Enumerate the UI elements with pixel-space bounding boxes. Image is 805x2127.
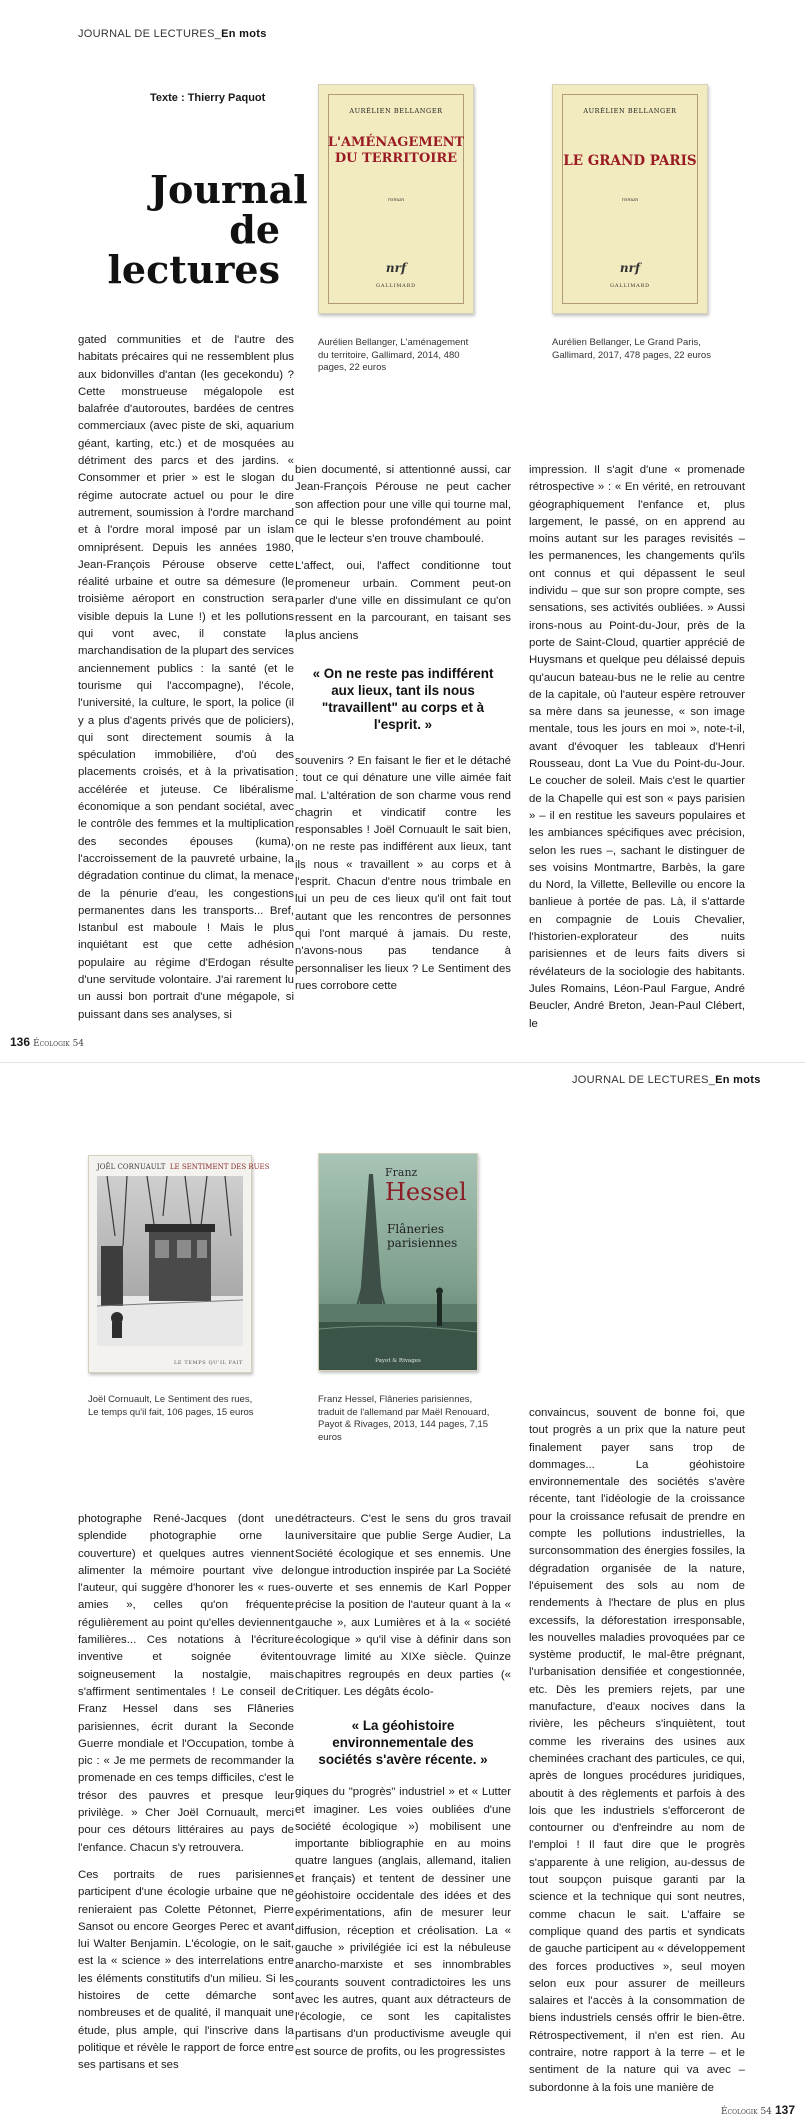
paragraph: convaincus, souvent de bonne foi, que tout progrès a un prix que la nature peut finalement payer sans trop de dommages... La géohistoire environnementale des sociétés s'avère récente, tant l'idéologie de la croissance pour la croissance refusait de prendre en compte les pollutions industrielles, la surconsommation des énergies fossiles, la dégradation organisée de la nature, l'épuisement des sols au nom de rendements à l'hectare de plus en plus excessifs, la déforestation irresponsable, les nouvelles maladies provoquées par ce système productif, le mal-être prégnant, l'urbanisation densifiée et congestionnée, etc. Dès les premiers rejets, par une manufacture, d'eaux nocives dans la rivière, les pêcheurs s'inquiètent, tout comme les riverains des usines aux cheminées crachant des particules, ce qui, après de longues procédures juridiques, aboutit à des règlements et parfois à des lois que les industriels s'efforceront de contourner ou d'enfreindre au nom de l'emploi ! Il faut dire que le progrès s'apparente à une religion, au-dessus de tout soupçon puisque garanti par la science et la technique qui sont neutres, comme chacun le sait. L'affaire se complique quand des partis et syndicats de gauche participent au « développement des forces productives », seul moyen selon eux pour assurer de meilleurs salaires et l'accès à la consommation de biens industriels censés offrir le bien-être. Rétrospectivement, il n'en est rien. Au contraire, notre rapport à la terre – et le sentiment de la nature qui va avec – subordonne à la fois une manière de bbox=[529, 1407, 745, 2094]
paragraph: impression. Il s'agit d'une « promenade rétrospective » : « En vérité, en retrouvant géographiquement l'enfance et, plus largement, le passé, on en apprend au moins autant sur les parages revisités – les permanences, les changements qu'ils ont connus et qui dépassent le seul individu – que sur son propre compte, ses sensations, ses activités oubliées. » Aussi irons-nous au Point-du-Jour, près de la porte de Saint-Cloud, quartier apprécié de Huysmans et quelque peu délaissé depuis qu'aucun bateau-bus ne le relie au centre de la capitale, où l'auteur espère retrouver sa mère dans sa jeunesse, « son image mentale, tous les jours en moi », note-t-il, avant d'évoquer les tableaux d'Henri Rousseau, dont La Vue du Point-du-Jour. Le coucher de soleil. Mais c'est le quartier de la Chapelle qui est son « pays parisien » – il en restitue les saveurs populaires et les ambiances spécifiques avec précision, selon les rues –, sachant le distinguer de ses voisins Montmartre, Barbès, la gare du Nord, la Villette, Belleville ou encore la banlieue à portée de pas. Là, il s'attarde en compagnie de Louis Chevalier, l'historien-explorateur des nuits parisiennes et de leurs faits divers si révélateurs de la sociologie des habitants. Jules Romains, Léon-Paul Fargue, André Beucler, André Breton, Jean-Paul Clébert, le bbox=[529, 464, 745, 1030]
section-header-label: JOURNAL DE LECTURES_ bbox=[572, 1074, 716, 1086]
text-column-2 bbox=[295, 462, 511, 1022]
book-cover-sentiment-des-rues bbox=[88, 1155, 270, 1373]
text-column-1 bbox=[78, 1511, 294, 2085]
page-136 bbox=[0, 0, 805, 1062]
cover-author-last: Hessel bbox=[385, 1178, 467, 1206]
section-header-sub: En mots bbox=[715, 1074, 761, 1086]
cover-title: L'AMÉNAGEMENT DU TERRITOIRE bbox=[327, 135, 465, 166]
cover-publisher: GALLIMARD bbox=[376, 283, 416, 289]
section-header-label: JOURNAL DE LECTURES_ bbox=[78, 28, 222, 40]
text-column-1 bbox=[78, 332, 294, 1022]
text-column-3 bbox=[529, 462, 745, 1030]
paragraph: détracteurs. C'est le sens du gros travail universitaire que publie Serge Audier, La Société écologique et ses ennemis. Une longue introduction inspirée par La Société ouverte et ses ennemis de Karl Popper précise la position de l'auteur quant à la « gauche », aux Lumières et à la « société écologique » qu'il vise à définir dans son ouvrage limité au XIXe siècle. Quinze chapitres regroupés en deux parties (« Critiquer. Les dégâts écolo- bbox=[295, 1513, 511, 1698]
folio bbox=[721, 2103, 795, 2117]
paragraph: Ces portraits de rues parisiennes participent d'une écologie urbaine que ne renieraient pas Colette Pétonnet, Pierre Sansot ou encore Georges Perec et avant lui Walter Benjamin. L'écologie, on le sait, est la « science » des interrelations entre les éléments constitutifs d'un milieu. Si les histoires de cette démarche sont nombreuses et de qualité, il manquait une étude, plus ample, qui l'inscrive dans la politique et révèle le rapport de force entre ses partisans et ses bbox=[78, 1868, 294, 2072]
cover-title: Flâneries parisiennes bbox=[387, 1222, 458, 1250]
book-caption-grand-paris: Aurélien Bellanger, Le Grand Paris, Gallimard, 2017, 478 pages, 22 euros bbox=[552, 337, 711, 361]
book-cover-amenagement bbox=[318, 84, 474, 314]
page-number: 136 bbox=[10, 1035, 31, 1049]
nrf-logo: nrf bbox=[385, 261, 407, 275]
cover-publisher: LE TEMPS QU'IL FAIT bbox=[174, 1360, 243, 1366]
cover-genre: roman bbox=[621, 197, 639, 203]
article-title bbox=[107, 167, 308, 292]
journal-name: Écologik 54 bbox=[720, 2107, 772, 2117]
page-number: 137 bbox=[774, 2103, 795, 2117]
book-caption-sentiment-des-rues: Joël Cornuault, Le Sentiment des rues, Le temps qu'il fait, 106 pages, 15 euros bbox=[88, 1394, 254, 1418]
book-caption-flaneries-parisiennes: Franz Hessel, Flâneries parisiennes, traduit de l'allemand par Maël Renouard, Payot & Rivages, 2013, 144 pages, 7,15 euros bbox=[318, 1394, 490, 1443]
cover-publisher: GALLIMARD bbox=[610, 283, 650, 289]
cover-street-photo bbox=[97, 1176, 243, 1346]
text-column-3 bbox=[529, 1405, 745, 2094]
article-title-line-2: de lectures bbox=[107, 207, 280, 292]
section-header-sub: En mots bbox=[221, 28, 267, 40]
author-credit: Texte : Thierry Paquot bbox=[150, 92, 266, 104]
journal-name: Écologik 54 bbox=[33, 1039, 85, 1049]
cover-title: LE GRAND PARIS bbox=[563, 153, 697, 169]
paragraph: bien documenté, si attentionné aussi, car Jean-François Pérouse ne peut cacher son affection pour une ville qui tourne mal, ce qui le blesse profondément au point que le lecteur s'en trouve chamboulé. bbox=[295, 464, 511, 546]
text-column-2 bbox=[295, 1511, 511, 2085]
cover-author: AURÉLIEN BELLANGER bbox=[583, 107, 677, 115]
book-cover-grand-paris bbox=[552, 84, 708, 314]
nrf-logo: nrf bbox=[619, 261, 641, 275]
cover-header bbox=[97, 1163, 270, 1171]
cover-title: LE SENTIMENT DES RUES bbox=[169, 1163, 270, 1171]
paragraph: souvenirs ? En faisant le fier et le détaché : tout ce qui dénature une ville aimée fait mal. L'altération de son charme vous rend chagrin et vindicatif contre les responsables ! Joël Cornuault le sait bien, on ne reste pas indifférent aux lieux, tant ils nous « travaillent » au corps et à l'esprit. Chacun d'entre nous trimbale en lui un peu de ces lieux qu'il ont fait tout autant que les rencontres de personnes qui l'ont marqué à jamais. Du reste, n'avons-nous pas tendance à personnaliser les lieux ? Le Sentiment des rues corrobore cette bbox=[295, 754, 511, 992]
paragraph: L'affect, oui, l'affect conditionne tout promeneur urbain. Comment peut-on parler d'une ville en dissimulant ce qu'on ressent en la parcourant, en taisant ses plus anciens bbox=[295, 560, 511, 642]
section-header bbox=[78, 28, 267, 40]
section-header bbox=[572, 1074, 761, 1086]
page-137 bbox=[0, 1062, 805, 2127]
paragraph: giques du "progrès" industriel » et « Lutter et imaginer. Les voies oubliées d'une société écologique ») mobilisent une importante bibliographie en au moins quatre langues (anglais, allemand, italien et français) et tentent de dessiner une géohistoire occidentale des idées et des expérimentations, afin de mesurer leur diffusion, réception et créolisation. La « gauche » privilégiée ici est la nébuleuse anarcho-marxiste et ses innombrables courants souvent contradictoires les uns avec les autres, quant aux détracteurs de l'écologie, ce sont les capitalistes partisans d'un productivisme aveugle qui est source de profits, ou les progressistes bbox=[295, 1786, 511, 2058]
article-title-line-1: Journal bbox=[150, 167, 308, 212]
folio bbox=[10, 1035, 84, 1049]
paragraph: photographe René-Jacques (dont une splendide photographie orne la couverture) et quelques autres viennent alimenter la mémoire pourtant vive de l'auteur, qui suggère d'honorer les « rues-amies », celles qu'on fréquente régulièrement au point qu'elles deviennent familières... Ces notations à l'écriture inventive et soignée évitent soigneusement la nostalgie, mais s'affirment sentimentales ! Le conseil de Franz Hessel dans ses Flâneries parisiennes, écrit durant la Seconde Guerre mondiale et l'Occupation, tombe à pic : « Je me permets de recommander la promenade en ces temps difficiles, c'est le trésor des pauvres et presque leur privilège. » Cher Joël Cornuault, merci pour ces détours littéraires au pays de l'enfance. Chacun s'y retrouvera. bbox=[78, 1513, 294, 1854]
cover-author-first: Franz bbox=[385, 1166, 418, 1179]
cover-author: AURÉLIEN BELLANGER bbox=[349, 107, 443, 115]
pull-quote: « On ne reste pas indifférent aux lieux, tant ils nous "travaillent" au corps et à l'esprit. » bbox=[312, 665, 494, 732]
book-cover-flaneries-parisiennes bbox=[318, 1153, 478, 1371]
book-caption-amenagement: Aurélien Bellanger, L'aménagement du territoire, Gallimard, 2014, 480 pages, 22 euros bbox=[318, 337, 469, 373]
cover-author: JOËL CORNUAULT bbox=[97, 1163, 166, 1171]
pull-quote: « La géohistoire environnementale des sociétés s'avère récente. » bbox=[318, 1718, 488, 1768]
cover-publisher: Payot & Rivages bbox=[375, 1358, 421, 1364]
cover-genre: roman bbox=[387, 197, 405, 203]
paragraph: gated communities et de l'autre des habitats précaires qui ne ressemblent plus aux bidonvilles d'antan (les gecekondu) ? Cette monstrueuse mégalopole est balafrée d'autoroutes, bardées de centres commerciaux (avec piste de ski, aquarium géant, karting, etc.) et de mosquées au détriment des parcs et des jardins. « Consommer et prier » est le slogan du régime autocrate actuel ou pour le dire autrement, soumission à l'ordre marchand et à l'ordre moral imposé par un islam omniprésent. Depuis les années 1980, Jean-François Pérouse observe cette réalité urbaine et outre sa démesure (le troisième aéroport en construction sera visible depuis la Lune !) et les pollutions qui vont avec, il constate la marchandisation de la plupart des services anciennement publics : la santé (et le tourisme qui l'accompagne), l'école, l'université, la culture, le sport, la police (il y a plus d'agents privés que de policiers), qui sont directement soumis à la spéculation immobilière, d'où des placements croisés, et à la privatisation accélérée et juteuse. Ce libéralisme économique a son pendant sociétal, avec le contrôle des femmes et la multiplication des secondes épouses (kuma), l'accroissement de la pauvreté urbaine, la dégradation continue du climat, la menace de la pénurie d'eau, les congestions permanentes dans les transports... Bref, Istanbul est maboule ! Mais le plus inquiétant est que cette adhésion populaire au régime d'Erdogan résulte d'une servitude volontaire. J'ai rarement lu un aussi bon portrait d'une mégapole, si puissant dans ses analyses, si bbox=[78, 334, 294, 1021]
